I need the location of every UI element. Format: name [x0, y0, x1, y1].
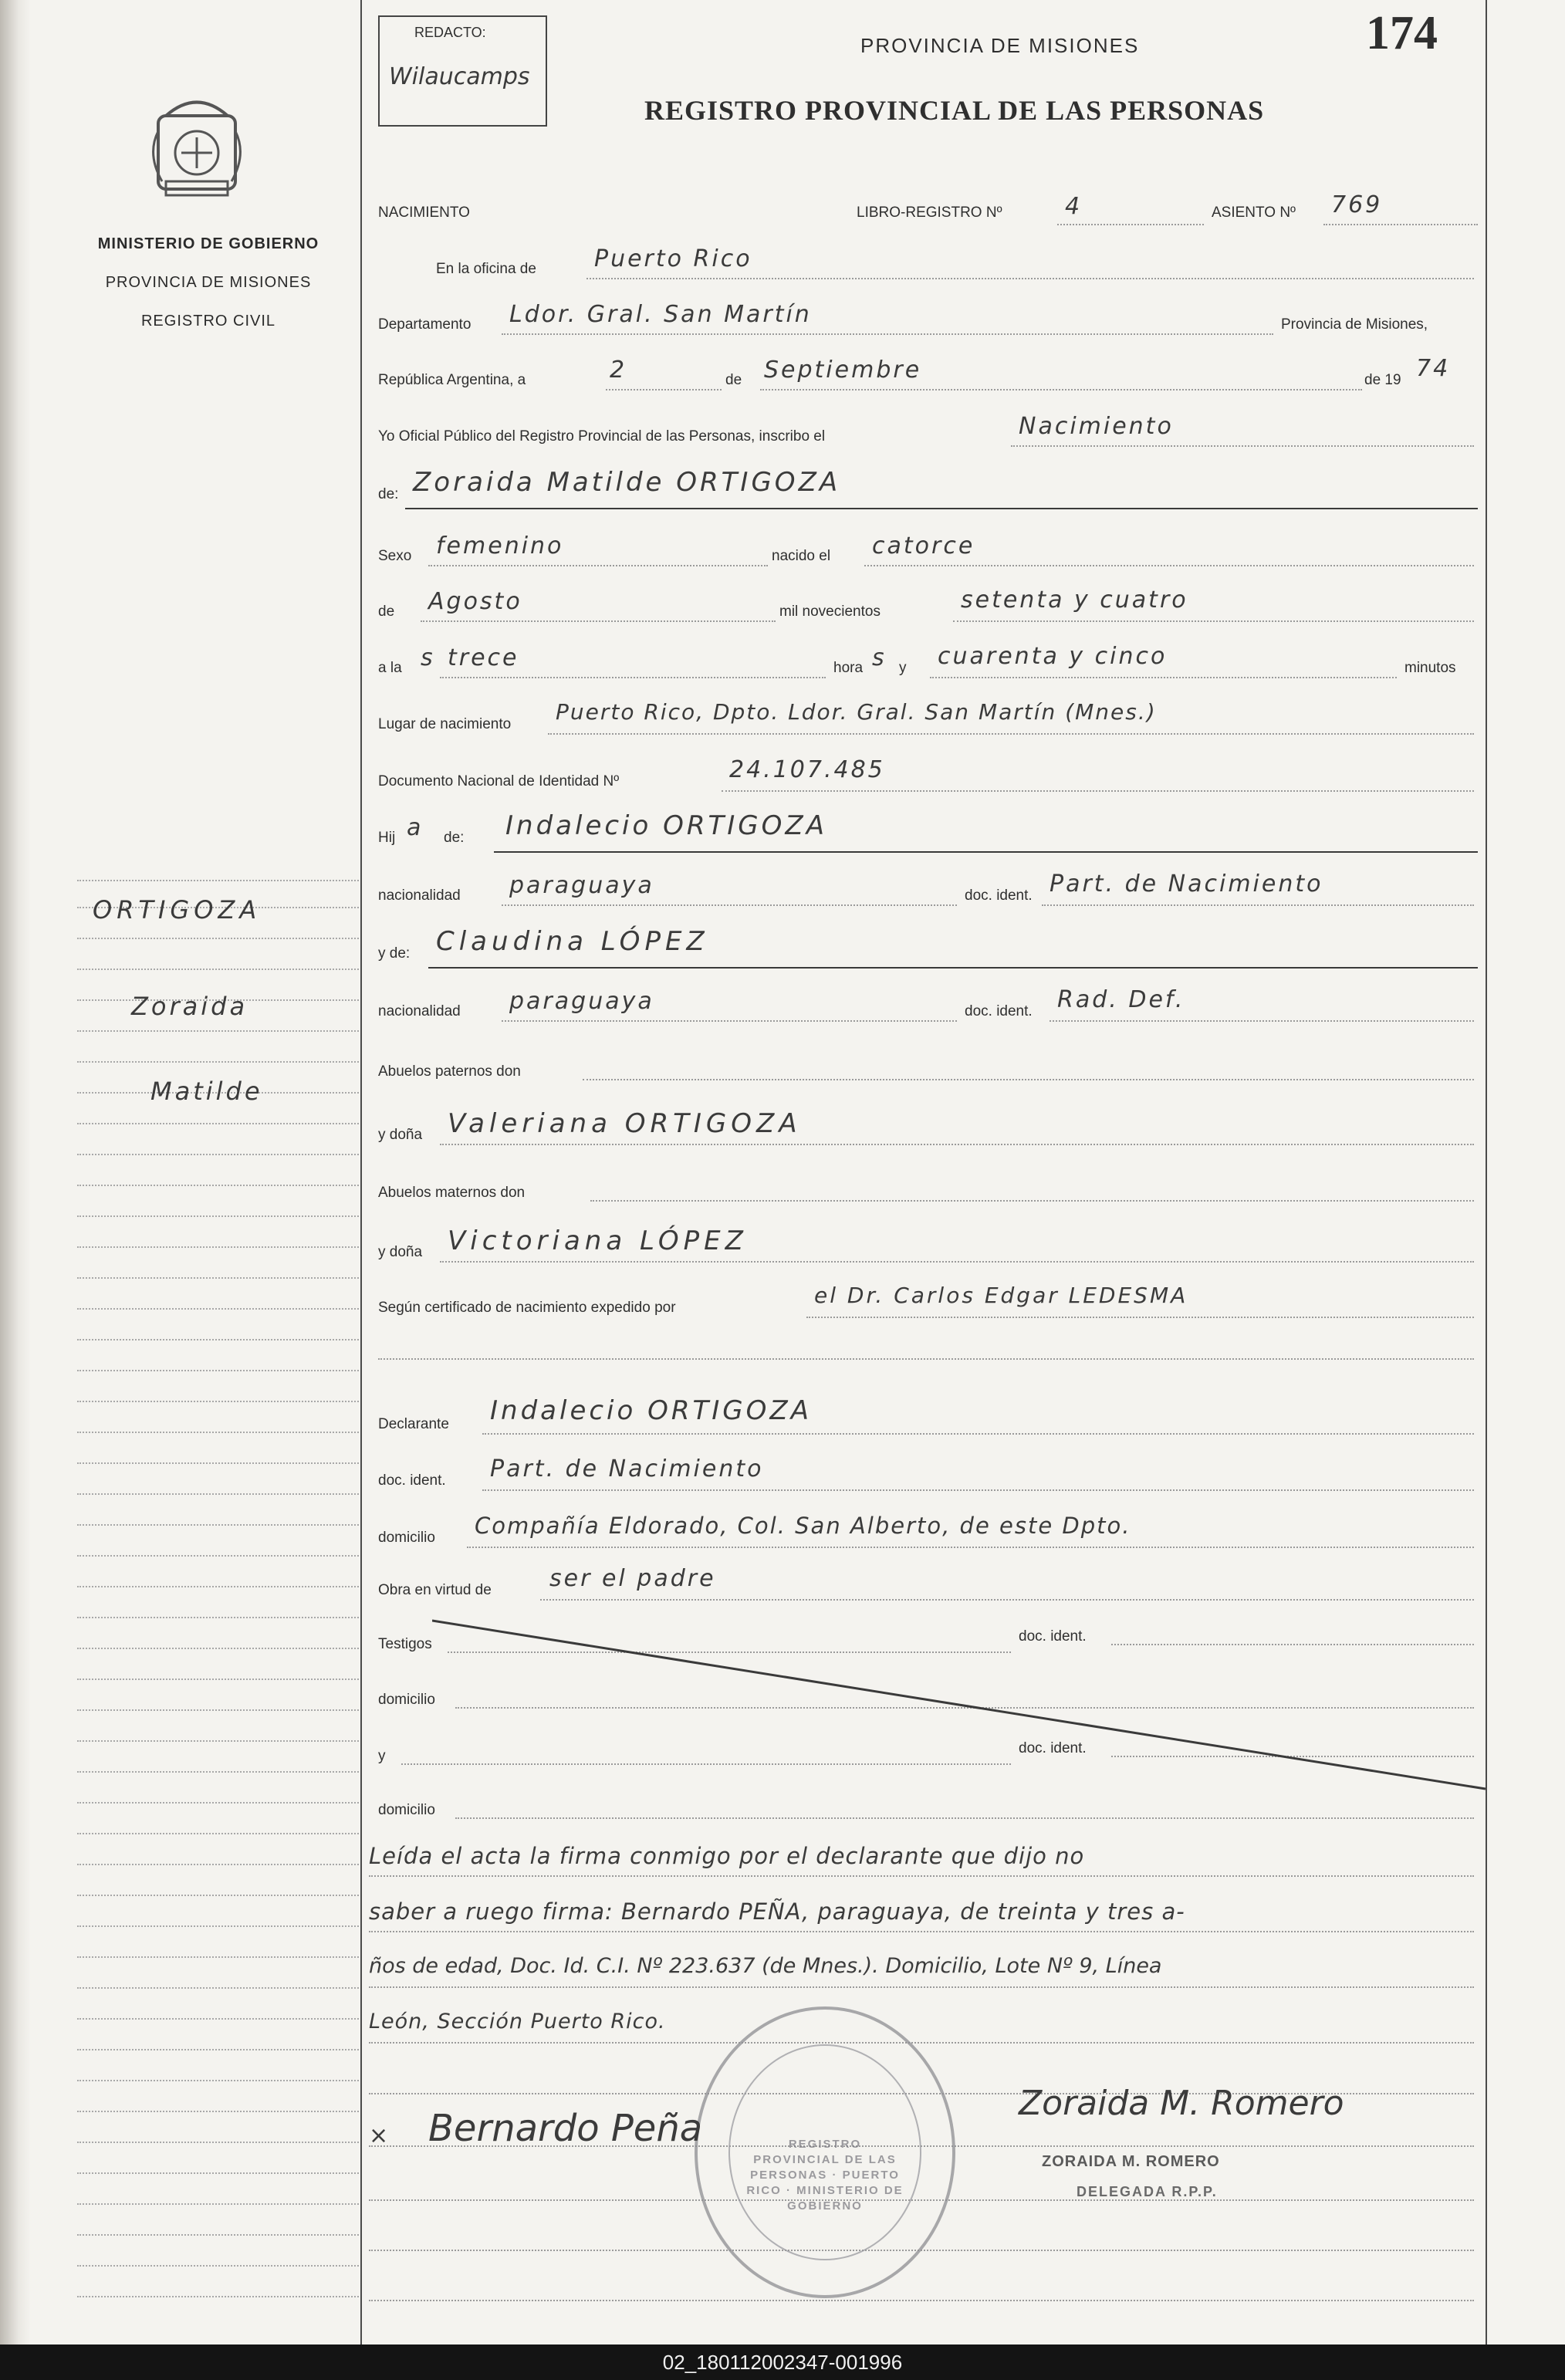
mil-label: mil novecientos: [779, 603, 881, 620]
oficial-label: Yo Oficial Público del Registro Provincial de las Personas, inscribo el: [378, 428, 826, 445]
abuelos-mat-label: Abuelos maternos don: [378, 1185, 526, 1201]
y-de-label: y de:: [378, 945, 411, 962]
declarante-label: Declarante: [378, 1416, 449, 1432]
hij-suffix: a: [407, 814, 424, 841]
asiento-value: 769: [1331, 191, 1383, 218]
anio-value: 74: [1416, 355, 1451, 382]
decl-doc-value: Part. de Nacimiento: [490, 1455, 764, 1482]
sidebar-surname: ORTIGOZA: [93, 895, 262, 925]
dni-value: 24.107.485: [729, 756, 885, 783]
republica-label: República Argentina, a: [378, 372, 526, 388]
stamp-text: REGISTRO PROVINCIAL DE LAS PERSONAS · PUERTO RICO · MINISTERIO DE GOBIERNO: [746, 2138, 904, 2213]
padre-nac-value: paraguaya: [509, 872, 654, 899]
dni-label: Documento Nacional de Identidad Nº: [378, 773, 620, 789]
header-registry: REGISTRO PROVINCIAL DE LAS PERSONAS: [644, 95, 1265, 126]
madre-nac-label: nacionalidad: [378, 1003, 461, 1019]
dia-nac-value: catorce: [872, 532, 975, 560]
sidebar-registry: REGISTRO CIVIL: [140, 313, 276, 330]
testigo2-doc-label: doc. ident.: [1019, 1740, 1087, 1756]
abuela-pat-value: Valeriana ORTIGOZA: [448, 1108, 802, 1139]
minutos-value: cuarenta y cinco: [938, 643, 1168, 670]
y-label: y: [899, 660, 907, 676]
anio-label: de 19: [1364, 372, 1401, 388]
header-province: PROVINCIA DE MISIONES: [860, 34, 1140, 57]
asiento-label: ASIENTO Nº: [1212, 205, 1296, 221]
provincia-label: Provincia de Misiones,: [1281, 316, 1428, 333]
official-title: DELEGADA R.P.P.: [1077, 2184, 1218, 2199]
departamento-value: Ldor. Gral. San Martín: [509, 301, 812, 328]
nombre-label: de:: [378, 486, 399, 502]
testigo2-dom-label: domicilio: [378, 1802, 435, 1818]
sidebar-first-name: Zoraida: [131, 992, 248, 1021]
madre-doc-label: doc. ident.: [965, 1003, 1033, 1019]
lugar-value: Puerto Rico, Dpto. Ldor. Gral. San Martín (Mnes.): [556, 699, 1157, 725]
mes-nac-value: Agosto: [428, 588, 522, 615]
sidebar-ministry: MINISTERIO DE GOBIERNO: [97, 235, 319, 252]
testigos-label: Testigos: [378, 1636, 432, 1652]
minutos-label: minutos: [1404, 660, 1456, 676]
official-signature: Zoraida M. Romero: [1019, 2084, 1344, 2123]
hij-label: Hij: [378, 830, 396, 846]
note-line-3: ños de edad, Doc. Id. C.I. Nº 223.637 (de Mnes.). Domicilio, Lote Nº 9, Línea: [369, 1954, 1162, 1978]
signature-mark: ×: [369, 2122, 389, 2149]
note-line-4: León, Sección Puerto Rico.: [369, 2010, 666, 2033]
testigo-dom-label: domicilio: [378, 1692, 435, 1708]
a-la-label: a la: [378, 660, 402, 676]
official-stamp: [695, 2006, 955, 2298]
horas-suffix: s: [872, 644, 887, 671]
note-line-1: Leída el acta la firma conmigo por el declarante que dijo no: [369, 1843, 1085, 1869]
libro-value: 4: [1065, 193, 1083, 220]
nombre-value: Zoraida Matilde ORTIGOZA: [413, 467, 841, 498]
redacto-label: REDACTO:: [414, 25, 486, 40]
libro-label: LIBRO-REGISTRO Nº: [857, 205, 1002, 221]
oficina-label: En la oficina de: [436, 261, 536, 277]
departamento-label: Departamento: [378, 316, 472, 333]
anio-nac-value: setenta y cuatro: [961, 587, 1188, 614]
padre-doc-label: doc. ident.: [965, 887, 1033, 904]
strike-through-line: [432, 1613, 1489, 1798]
testigo-y-label: y: [378, 1748, 386, 1764]
note-line-2: saber a ruego firma: Bernardo PEÑA, paraguaya, de treinta y tres a-: [369, 1898, 1185, 1925]
a-la-suffix: s: [421, 644, 435, 671]
de-label: de: [725, 372, 742, 388]
abuela-pat-y-dona-label: y doña: [378, 1127, 423, 1143]
madre-value: Claudina LÓPEZ: [436, 926, 709, 957]
obra-label: Obra en virtud de: [378, 1582, 492, 1598]
abuela-mat-value: Victoriana LÓPEZ: [448, 1225, 748, 1256]
acto-value: Nacimiento: [1019, 413, 1174, 440]
padre-value: Indalecio ORTIGOZA: [505, 810, 827, 841]
page-fold-shadow: [0, 0, 31, 2345]
decl-doc-label: doc. ident.: [378, 1472, 446, 1489]
redacto-signature: Wilaucamps: [389, 63, 530, 90]
abuela-mat-y-dona-label: y doña: [378, 1244, 423, 1260]
madre-doc-value: Rad. Def.: [1057, 986, 1185, 1013]
sidebar-middle-name: Matilde: [150, 1077, 263, 1106]
certificado-value: el Dr. Carlos Edgar LEDESMA: [814, 1283, 1188, 1308]
domicilio-label: domicilio: [378, 1530, 435, 1546]
de-padre-label: de:: [444, 830, 465, 846]
right-border-line: [1486, 0, 1487, 2345]
domicilio-value: Compañía Eldorado, Col. San Alberto, de este Dpto.: [475, 1513, 1131, 1539]
left-border-line: [360, 0, 362, 2345]
image-caption: 02_180112002347-001996: [0, 2345, 1565, 2380]
certificado-label: Según certificado de nacimiento expedido por: [378, 1300, 676, 1316]
testigo-doc-label: doc. ident.: [1019, 1628, 1087, 1645]
lugar-label: Lugar de nacimiento: [378, 716, 512, 732]
mes-value: Septiembre: [764, 357, 922, 384]
hora-value: trece: [448, 644, 519, 671]
horas-label: hora: [833, 660, 864, 676]
abuelos-pat-label: Abuelos paternos don: [378, 1063, 521, 1080]
padre-nac-label: nacionalidad: [378, 887, 461, 904]
declarante-value: Indalecio ORTIGOZA: [490, 1395, 812, 1426]
official-name: ZORAIDA M. ROMERO: [1042, 2153, 1220, 2170]
dia-value: 2: [610, 357, 627, 384]
obra-value: ser el padre: [549, 1565, 716, 1592]
page-number: 174: [1366, 7, 1438, 59]
sexo-value: femenino: [436, 532, 564, 560]
sidebar-province: PROVINCIA DE MISIONES: [105, 274, 312, 291]
redacto-box: [378, 15, 547, 127]
record-type-label: NACIMIENTO: [378, 205, 470, 221]
nacido-label: nacido el: [772, 548, 831, 564]
coat-of-arms-icon: [147, 93, 247, 208]
padre-doc-value: Part. de Nacimiento: [1050, 871, 1323, 898]
madre-nac-value: paraguaya: [509, 988, 654, 1015]
de-mes-label: de: [378, 603, 395, 620]
sexo-label: Sexo: [378, 548, 412, 564]
witness-signature: Bernardo Peña: [428, 2107, 703, 2150]
oficina-value: Puerto Rico: [594, 245, 752, 272]
